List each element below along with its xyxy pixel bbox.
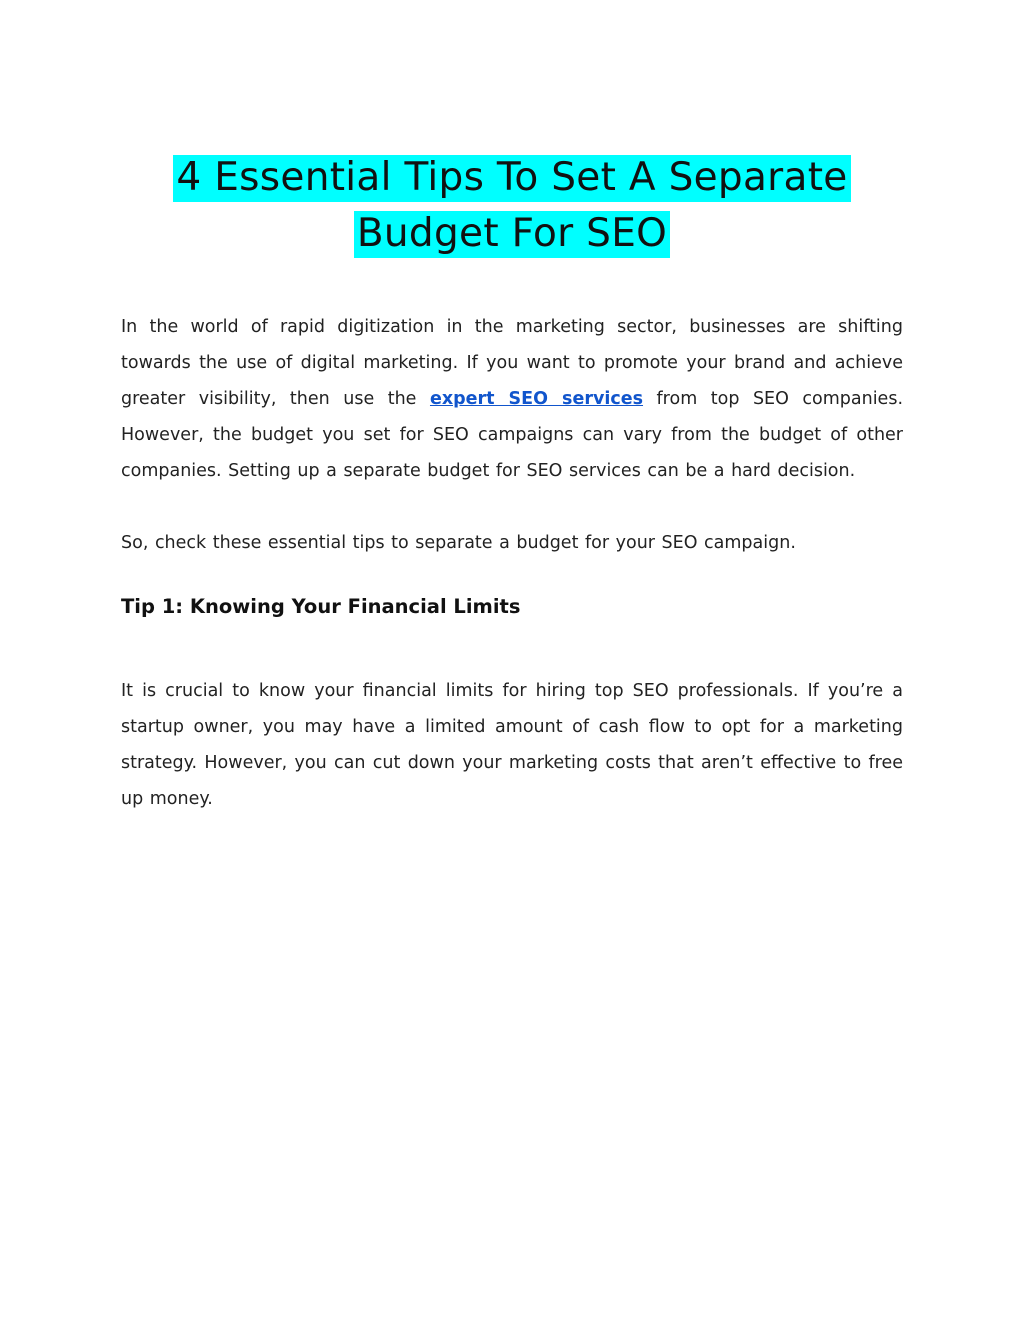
- article-body: [121, 309, 903, 817]
- expert-seo-services-link[interactable]: expert SEO services: [429, 389, 644, 409]
- tip-1-paragraph: It is crucial to know your financial limits for hiring top SEO professionals. If you’re a startup owner, you may have a limited amount of cash flow to opt for a marketing strategy. However, you can cut down your marketing costs that aren’t effective to free up money.: [121, 681, 903, 809]
- intro-text-after-link: from top SEO companies. However, the budget you set for SEO campaigns can vary from the budget of other companies. Setting up a separate budget for SEO services can be a hard decision.: [121, 389, 904, 481]
- tip-1-heading: Tip 1: Knowing Your Financial Limits: [121, 595, 521, 618]
- intro-text-before-link: In the world of rapid digitization in the marketing sector, businesses are shifting towards the use of digital marketing. If you want to promote your brand and achieve greater visibility, then use the: [121, 317, 903, 409]
- page-title: [120, 150, 904, 262]
- title-block: [120, 150, 904, 262]
- lead-in-paragraph: So, check these essential tips to separate a budget for your SEO campaign.: [121, 533, 796, 553]
- intro-paragraph: [121, 309, 903, 489]
- title-line-1: 4 Essential Tips To Set A Separate: [173, 155, 850, 202]
- title-line-2: Budget For SEO: [354, 211, 670, 258]
